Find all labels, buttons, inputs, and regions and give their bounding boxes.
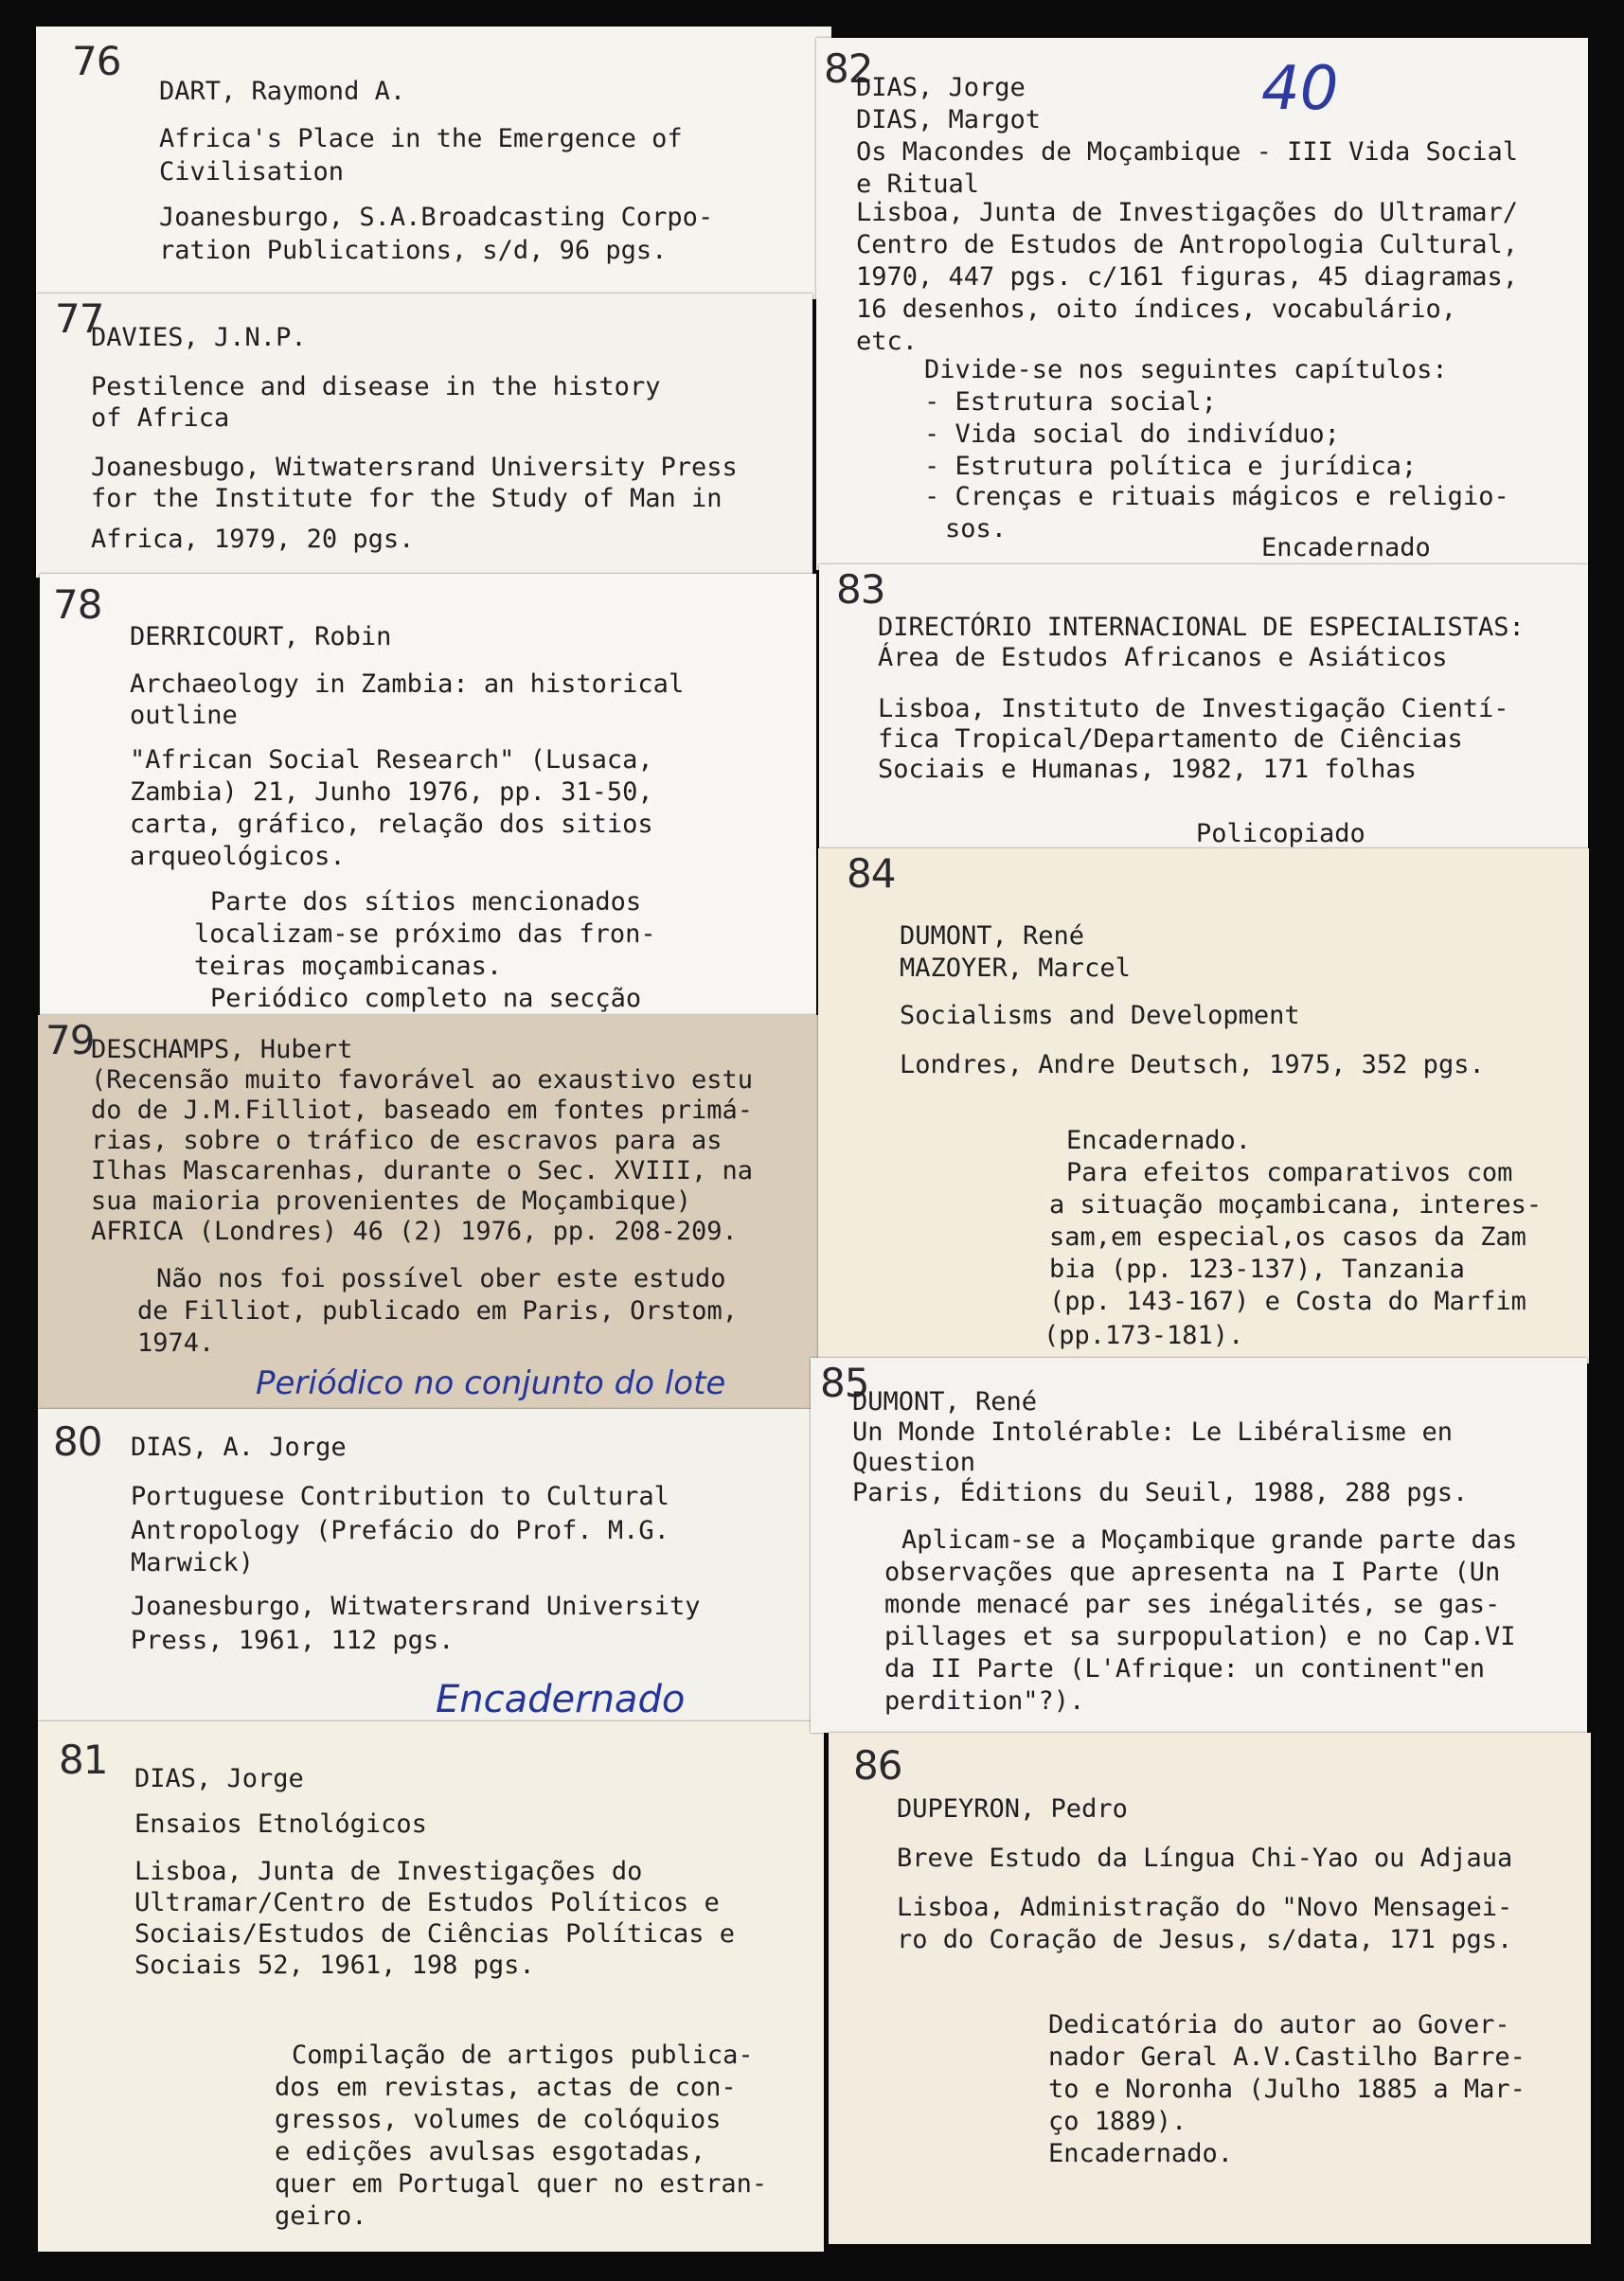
card-imprint-line: Sociais/Estudos de Ciências Políticas e xyxy=(134,1919,735,1949)
card-imprint-line: Sociais e Humanas, 1982, 171 folhas xyxy=(878,755,1417,784)
card-title-line: Question xyxy=(852,1448,976,1477)
card-note-line: monde menacé par ses inégalités, se gas- xyxy=(884,1590,1501,1619)
card-imprint-line: Africa, 1979, 20 pgs. xyxy=(91,525,415,554)
card-note-line: Aplicam-se a Moçambique grande parte das xyxy=(901,1525,1518,1555)
card-note-line: Encadernado xyxy=(1261,533,1431,562)
catalog-card-81 xyxy=(38,1721,824,2252)
card-title-line: Portuguese Contribution to Cultural xyxy=(131,1482,669,1511)
card-author: DESCHAMPS, Hubert xyxy=(91,1035,353,1064)
card-title-line: outline xyxy=(130,701,238,730)
card-author: DAVIES, J.N.P. xyxy=(91,323,307,352)
card-note-line: perdition"?). xyxy=(884,1686,1085,1716)
card-imprint-line: Press, 1961, 112 pgs. xyxy=(131,1626,455,1655)
catalog-card-83 xyxy=(819,564,1588,852)
card-imprint-line: 16 desenhos, oito índices, vocabulário, xyxy=(856,294,1456,324)
card-number: 79 xyxy=(45,1017,95,1063)
card-author: DIAS, Jorge xyxy=(134,1764,304,1793)
card-imprint-line: Ultramar/Centro de Estudos Políticos e xyxy=(134,1888,720,1917)
card-author: DIAS, Margot xyxy=(856,105,1042,134)
card-title-line: Os Macondes de Moçambique - III Vida Social xyxy=(856,137,1518,167)
card-note-line: a situação moçambicana, interes- xyxy=(1049,1190,1543,1220)
card-note-line: de Filliot, publicado em Paris, Orstom, xyxy=(137,1296,738,1326)
card-note-line: Periódico completo na secção xyxy=(210,984,642,1013)
card-note-line: rias, sobre o tráfico de escravos para as xyxy=(91,1126,723,1155)
card-imprint-line: "African Social Research" (Lusaca, xyxy=(130,745,653,775)
card-note-line: Encadernado. xyxy=(1066,1126,1252,1155)
catalog-card-76 xyxy=(36,27,831,299)
handwritten-note: Periódico no conjunto do lote xyxy=(256,1364,726,1402)
handwritten-note: Encadernado xyxy=(436,1678,686,1721)
card-imprint-line: Centro de Estudos de Antropologia Cultural, xyxy=(856,230,1518,259)
card-number: 76 xyxy=(72,38,121,84)
catalog-card-80 xyxy=(38,1409,824,1723)
card-note-line: - Estrutura social; xyxy=(924,387,1217,417)
card-title-line: of Africa xyxy=(91,403,230,433)
card-note-line: geiro. xyxy=(275,2201,367,2231)
card-author: DART, Raymond A. xyxy=(159,77,406,106)
card-note-line: pillages et sa surpopulation) e no Cap.VI xyxy=(884,1622,1516,1651)
card-imprint-line: Lisboa, Administração do "Novo Mensagei- xyxy=(897,1893,1513,1922)
card-imprint-line: arqueológicos. xyxy=(130,842,346,871)
card-imprint-line: Londres, Andre Deutsch, 1975, 352 pgs. xyxy=(900,1050,1485,1079)
catalog-card-86 xyxy=(829,1733,1591,2244)
catalog-card-79 xyxy=(38,1015,824,1413)
card-title-line: Pestilence and disease in the history xyxy=(91,372,661,401)
card-note-line: Compilação de artigos publica- xyxy=(292,2040,754,2070)
card-imprint-line: ration Publications, s/d, 96 pgs. xyxy=(159,236,668,265)
card-title-line: Marwick) xyxy=(131,1548,255,1577)
card-title-line: Socialisms and Development xyxy=(900,1001,1300,1030)
card-note-line: ço 1889). xyxy=(1048,2107,1187,2136)
catalog-card-82 xyxy=(816,38,1588,570)
card-imprint-line: Lisboa, Junta de Investigações do xyxy=(134,1857,643,1886)
catalog-card-85 xyxy=(811,1358,1587,1733)
card-note-line: teiras moçambicanas. xyxy=(194,952,503,981)
card-note-line: sam,em especial,os casos da Zam xyxy=(1049,1222,1526,1252)
card-author: DIAS, Jorge xyxy=(856,73,1026,102)
card-title-line: Un Monde Intolérable: Le Libéralisme en xyxy=(852,1417,1453,1447)
card-author: MAZOYER, Marcel xyxy=(900,953,1131,983)
card-imprint-line: Zambia) 21, Junho 1976, pp. 31-50, xyxy=(130,777,653,807)
card-note-line: quer em Portugal quer no estran- xyxy=(275,2169,768,2199)
card-title-line: Antropology (Prefácio do Prof. M.G. xyxy=(131,1516,669,1545)
card-author: DIRECTÓRIO INTERNACIONAL DE ESPECIALISTAS: xyxy=(878,613,1525,642)
card-number: 78 xyxy=(53,581,102,628)
catalog-card-84 xyxy=(818,848,1589,1363)
card-note-line: (pp.173-181). xyxy=(1044,1321,1244,1350)
card-title-line: Archaeology in Zambia: an historical xyxy=(130,669,685,699)
catalog-card-78 xyxy=(40,574,816,1019)
card-title-line: Civilisation xyxy=(159,157,345,187)
card-number: 81 xyxy=(59,1737,108,1783)
card-note-line: (pp. 143-167) e Costa do Marfim xyxy=(1049,1287,1526,1316)
card-note-line: Divide-se nos seguintes capítulos: xyxy=(924,355,1448,384)
card-title-line: Área de Estudos Africanos e Asiáticos xyxy=(878,643,1448,672)
card-note-line: bia (pp. 123-137), Tanzania xyxy=(1049,1255,1465,1284)
card-note-line: dos em revistas, actas de con- xyxy=(275,2073,737,2102)
card-note-line: gressos, volumes de colóquios xyxy=(275,2105,722,2134)
card-imprint-line: etc. xyxy=(856,327,919,356)
card-imprint-line: Joanesburgo, S.A.Broadcasting Corpo- xyxy=(159,203,714,232)
card-note-line: observações que apresenta na I Parte (Un xyxy=(884,1558,1501,1587)
card-imprint-line: Paris, Éditions du Seuil, 1988, 288 pgs. xyxy=(852,1478,1469,1507)
card-note-line: to e Noronha (Julho 1885 a Mar- xyxy=(1048,2075,1526,2104)
card-title-line: Breve Estudo da Língua Chi-Yao ou Adjaua xyxy=(897,1844,1513,1873)
handwritten-note: 40 xyxy=(1261,54,1339,124)
card-note-line: e edições avulsas esgotadas, xyxy=(275,2137,706,2166)
card-author: DERRICOURT, Robin xyxy=(130,622,392,651)
card-note-line: (Recensão muito favorável ao exaustivo estu xyxy=(91,1065,753,1095)
card-imprint-line: 1970, 447 pgs. c/161 figuras, 45 diagramas, xyxy=(856,262,1518,292)
card-number: 83 xyxy=(836,566,885,613)
card-author: DUMONT, René xyxy=(852,1387,1038,1417)
card-imprint-line: fica Tropical/Departamento de Ciências xyxy=(878,724,1463,754)
card-note-line: do de J.M.Filliot, baseado em fontes primá- xyxy=(91,1096,753,1125)
card-number: 82 xyxy=(824,45,873,92)
card-note-line: sos. xyxy=(945,514,1008,544)
card-note-line: da II Parte (L'Afrique: un continent"en xyxy=(884,1654,1485,1684)
card-author: DIAS, A. Jorge xyxy=(131,1433,347,1462)
card-title-line: Ensaios Etnológicos xyxy=(134,1809,427,1839)
card-imprint-line: Lisboa, Junta de Investigações do Ultramar/ xyxy=(856,198,1518,227)
card-imprint-line: Lisboa, Instituto de Investigação Cientí- xyxy=(878,694,1509,723)
card-note-line: Não nos foi possível ober este estudo xyxy=(156,1264,726,1293)
card-number: 86 xyxy=(853,1742,902,1789)
card-author: DUPEYRON, Pedro xyxy=(897,1794,1128,1824)
card-note-line: - Vida social do indivíduo; xyxy=(924,419,1340,449)
card-note-line: - Crenças e rituais mágicos e religio- xyxy=(924,482,1509,511)
catalog-card-77 xyxy=(36,294,812,578)
card-note-line: Dedicatória do autor ao Gover- xyxy=(1048,2010,1510,2040)
card-note-line: Ilhas Mascarenhas, durante o Sec. XVIII, na xyxy=(91,1156,753,1185)
card-note-line: Parte dos sítios mencionados xyxy=(210,887,642,917)
card-imprint-line: Joanesbugo, Witwatersrand University Press xyxy=(91,453,738,482)
card-note-line: localizam-se próximo das fron- xyxy=(194,919,656,949)
card-imprint-line: AFRICA (Londres) 46 (2) 1976, pp. 208-209. xyxy=(91,1217,738,1246)
card-title-line: Africa's Place in the Emergence of xyxy=(159,124,683,153)
card-imprint-line: carta, gráfico, relação dos sitios xyxy=(130,810,653,839)
card-imprint-line: Sociais 52, 1961, 198 pgs. xyxy=(134,1951,535,1980)
card-note-line: Para efeitos comparativos com xyxy=(1066,1158,1513,1187)
card-number: 84 xyxy=(847,850,896,897)
card-number: 80 xyxy=(53,1418,102,1465)
card-note-line: Encadernado. xyxy=(1048,2139,1234,2168)
card-number: 85 xyxy=(820,1360,869,1406)
card-imprint-line: ro do Coração de Jesus, s/data, 171 pgs. xyxy=(897,1925,1513,1954)
card-author: DUMONT, René xyxy=(900,921,1085,951)
card-imprint-line: for the Institute for the Study of Man in xyxy=(91,484,723,513)
card-note-line: sua maioria provenientes de Moçambique) xyxy=(91,1186,691,1216)
card-note-line: Policopiado xyxy=(1196,819,1365,848)
card-note-line: - Estrutura política e jurídica; xyxy=(924,452,1418,481)
card-title-line: e Ritual xyxy=(856,169,980,199)
card-note-line: 1974. xyxy=(137,1328,215,1358)
card-note-line: nador Geral A.V.Castilho Barre- xyxy=(1048,2042,1526,2072)
card-imprint-line: Joanesburgo, Witwatersrand University xyxy=(131,1592,701,1621)
card-number: 77 xyxy=(55,295,104,342)
